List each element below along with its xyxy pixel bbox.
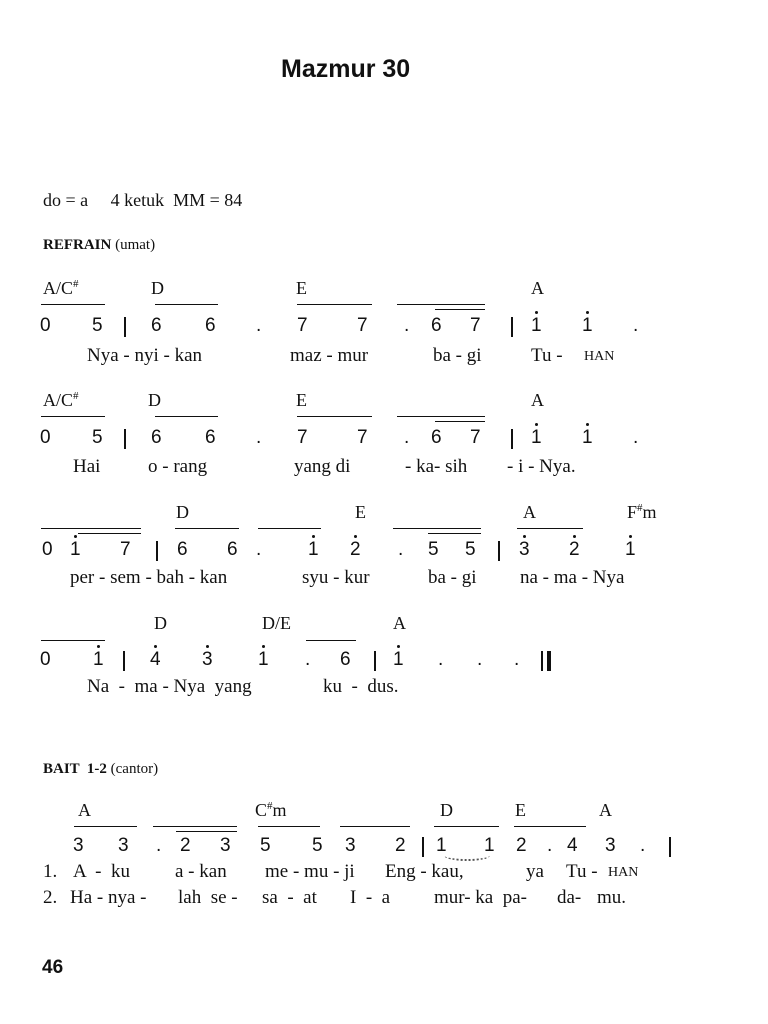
note: 1 bbox=[70, 539, 81, 560]
octave-dot bbox=[97, 645, 100, 648]
lyric: lah se - bbox=[178, 887, 238, 908]
note: . bbox=[514, 649, 520, 670]
chord: A bbox=[599, 800, 612, 820]
lyric: o - rang bbox=[148, 456, 208, 477]
note: 1 bbox=[308, 539, 319, 560]
lyric: I - a bbox=[350, 887, 391, 908]
slur-tie bbox=[444, 850, 490, 861]
beam-line bbox=[434, 826, 499, 827]
beam-line bbox=[514, 826, 586, 827]
lyric: sa - at bbox=[262, 887, 317, 908]
note: 1 bbox=[258, 649, 269, 670]
sharp-sign: # bbox=[267, 800, 273, 812]
note: 5 bbox=[428, 539, 439, 560]
note: 1 bbox=[436, 835, 447, 856]
octave-dot bbox=[586, 311, 589, 314]
note: 6 bbox=[205, 315, 216, 336]
lyric: syu - kur bbox=[302, 567, 370, 588]
lyric: mu. bbox=[597, 887, 627, 908]
beam-line bbox=[153, 826, 237, 827]
page-number: 46 bbox=[42, 957, 64, 978]
note: 7 bbox=[357, 427, 368, 448]
chord bbox=[43, 391, 79, 409]
octave-dot bbox=[535, 423, 538, 426]
note: . bbox=[156, 835, 162, 856]
lyric: na - ma - Nya bbox=[520, 567, 625, 588]
sharp-sign: # bbox=[73, 278, 79, 290]
beam-line bbox=[41, 640, 105, 641]
beam-line bbox=[435, 421, 485, 422]
lyric: 1. bbox=[43, 861, 58, 882]
beam-line bbox=[41, 528, 141, 529]
note: . bbox=[633, 315, 639, 336]
lyric: Ha - nya - bbox=[70, 887, 147, 908]
note: 1 bbox=[531, 427, 542, 448]
note: . bbox=[547, 835, 553, 856]
note: 2 bbox=[350, 539, 361, 560]
beam-line bbox=[435, 309, 485, 310]
note: 1 bbox=[625, 539, 636, 560]
note: . bbox=[404, 315, 410, 336]
beam-line bbox=[175, 528, 239, 529]
bar-line bbox=[156, 541, 158, 561]
note: 5 bbox=[260, 835, 271, 856]
chord: D/E bbox=[262, 613, 291, 633]
note: 6 bbox=[177, 539, 188, 560]
lyric: HAN bbox=[584, 349, 615, 364]
lyric: Nya - nyi - kan bbox=[87, 345, 203, 366]
note: 5 bbox=[92, 315, 103, 336]
note: 0 bbox=[42, 539, 53, 560]
beam-line bbox=[397, 304, 485, 305]
note: 1 bbox=[531, 315, 542, 336]
refrain-heading-rest: (umat) bbox=[111, 237, 156, 253]
note: 1 bbox=[93, 649, 104, 670]
note: 5 bbox=[312, 835, 323, 856]
note: . bbox=[256, 427, 262, 448]
note: 6 bbox=[227, 539, 238, 560]
sharp-sign: # bbox=[73, 390, 79, 402]
chord-label: C bbox=[255, 800, 268, 820]
beam-line bbox=[258, 528, 321, 529]
note: 3 bbox=[519, 539, 530, 560]
chord: E bbox=[355, 502, 366, 522]
lyric: da- bbox=[557, 887, 582, 908]
refrain-heading bbox=[43, 238, 155, 253]
note: 1 bbox=[582, 315, 593, 336]
note: 2 bbox=[516, 835, 527, 856]
note: 7 bbox=[297, 315, 308, 336]
beam-line bbox=[41, 304, 105, 305]
octave-dot bbox=[154, 645, 157, 648]
lyric: Na - ma - Nya yang bbox=[87, 676, 252, 697]
note: . bbox=[256, 315, 262, 336]
beam-line bbox=[41, 416, 105, 417]
chord: A bbox=[531, 390, 544, 410]
lyric: ba - gi bbox=[433, 345, 482, 366]
chord bbox=[627, 503, 657, 521]
bar-line bbox=[498, 541, 500, 561]
note: 5 bbox=[465, 539, 476, 560]
final-bar-line bbox=[541, 651, 543, 671]
note: 3 bbox=[202, 649, 213, 670]
tempo-line: do = a 4 ketuk MM = 84 bbox=[43, 190, 243, 210]
note: 3 bbox=[605, 835, 616, 856]
chord: A bbox=[393, 613, 406, 633]
note: 2 bbox=[395, 835, 406, 856]
lyric: - i - Nya. bbox=[507, 456, 576, 477]
lyric: A - ku bbox=[73, 861, 130, 882]
octave-dot bbox=[74, 535, 77, 538]
note: 0 bbox=[40, 427, 51, 448]
chord: E bbox=[296, 390, 307, 410]
note: 6 bbox=[151, 427, 162, 448]
note: . bbox=[404, 427, 410, 448]
note: 7 bbox=[297, 427, 308, 448]
note: 6 bbox=[431, 427, 442, 448]
note: . bbox=[305, 649, 311, 670]
lyric: yang di bbox=[294, 456, 351, 477]
lyric: ku - dus. bbox=[323, 676, 399, 697]
lyric: a - kan bbox=[175, 861, 227, 882]
note: . bbox=[438, 649, 444, 670]
beam-line bbox=[306, 640, 356, 641]
note: 4 bbox=[150, 649, 161, 670]
bar-line bbox=[511, 317, 513, 337]
refrain-heading-bold: REFRAIN bbox=[43, 237, 112, 253]
note: 3 bbox=[73, 835, 84, 856]
octave-dot bbox=[312, 535, 315, 538]
lyric: me - mu - ji bbox=[265, 861, 355, 882]
beam-line bbox=[397, 416, 485, 417]
octave-dot bbox=[206, 645, 209, 648]
lyric: HAN bbox=[608, 865, 639, 880]
note: 3 bbox=[220, 835, 231, 856]
note: 7 bbox=[470, 427, 481, 448]
sharp-sign: # bbox=[637, 502, 643, 514]
octave-dot bbox=[354, 535, 357, 538]
beam-line bbox=[517, 528, 583, 529]
chord: D bbox=[151, 278, 164, 298]
beam-line bbox=[74, 826, 137, 827]
note: . bbox=[256, 539, 262, 560]
chord: D bbox=[176, 502, 189, 522]
bar-line bbox=[669, 837, 671, 857]
note: 3 bbox=[345, 835, 356, 856]
chord-label: F bbox=[627, 502, 638, 522]
lyric: - ka- sih bbox=[405, 456, 468, 477]
lyric: mur- ka pa- bbox=[434, 887, 527, 908]
chord-label: m bbox=[272, 800, 287, 820]
note: 7 bbox=[470, 315, 481, 336]
chord-label: m bbox=[642, 502, 657, 522]
note: . bbox=[398, 539, 404, 560]
bar-line bbox=[374, 651, 376, 671]
octave-dot bbox=[629, 535, 632, 538]
beam-line bbox=[393, 528, 481, 529]
lyric: ya bbox=[526, 861, 544, 882]
beam-line bbox=[340, 826, 410, 827]
note: 5 bbox=[92, 427, 103, 448]
octave-dot bbox=[397, 645, 400, 648]
note: 1 bbox=[582, 427, 593, 448]
beam-line bbox=[297, 416, 372, 417]
final-bar-line bbox=[547, 651, 551, 671]
note: 0 bbox=[40, 315, 51, 336]
note: 6 bbox=[340, 649, 351, 670]
lyric: ba - gi bbox=[428, 567, 477, 588]
octave-dot bbox=[523, 535, 526, 538]
lyric: 2. bbox=[43, 887, 58, 908]
chord: A bbox=[531, 278, 544, 298]
octave-dot bbox=[586, 423, 589, 426]
octave-dot bbox=[535, 311, 538, 314]
lyric: Eng - kau, bbox=[385, 861, 464, 882]
chord: A bbox=[78, 800, 91, 820]
beam-line bbox=[155, 416, 218, 417]
bar-line bbox=[124, 429, 126, 449]
bait-heading-rest: (cantor) bbox=[106, 761, 159, 777]
chord: E bbox=[515, 800, 526, 820]
octave-dot bbox=[573, 535, 576, 538]
note: 1 bbox=[393, 649, 404, 670]
chord: D bbox=[154, 613, 167, 633]
lyric: Tu - bbox=[531, 345, 563, 366]
bait-heading-bold: BAIT 1-2 bbox=[43, 761, 107, 777]
bar-line bbox=[124, 317, 126, 337]
note: 0 bbox=[40, 649, 51, 670]
beam-line bbox=[428, 533, 481, 534]
note: 2 bbox=[569, 539, 580, 560]
note: . bbox=[640, 835, 646, 856]
bar-line bbox=[422, 837, 424, 857]
chord-label: A/C bbox=[43, 278, 74, 298]
chord: E bbox=[296, 278, 307, 298]
lyric: maz - mur bbox=[290, 345, 369, 366]
beam-line bbox=[155, 304, 218, 305]
chord: A bbox=[523, 502, 536, 522]
beam-line bbox=[297, 304, 372, 305]
octave-dot bbox=[262, 645, 265, 648]
note: . bbox=[633, 427, 639, 448]
beam-line bbox=[78, 533, 141, 534]
note: 6 bbox=[431, 315, 442, 336]
chord bbox=[255, 801, 287, 819]
lyric: Tu - bbox=[566, 861, 598, 882]
chord-label: A/C bbox=[43, 390, 74, 410]
bar-line bbox=[511, 429, 513, 449]
note: 1 bbox=[484, 835, 495, 856]
note: 6 bbox=[151, 315, 162, 336]
note: . bbox=[477, 649, 483, 670]
page-title: Mazmur 30 bbox=[281, 55, 411, 83]
note: 7 bbox=[120, 539, 131, 560]
chord: D bbox=[440, 800, 453, 820]
chord: D bbox=[148, 390, 161, 410]
chord bbox=[43, 279, 79, 297]
lyric: per - sem - bah - kan bbox=[70, 567, 228, 588]
note: 3 bbox=[118, 835, 129, 856]
beam-line bbox=[176, 831, 237, 832]
note: 7 bbox=[357, 315, 368, 336]
bait-heading bbox=[43, 762, 158, 777]
note: 6 bbox=[205, 427, 216, 448]
note: 4 bbox=[567, 835, 578, 856]
bar-line bbox=[123, 651, 125, 671]
beam-line bbox=[258, 826, 320, 827]
lyric: Hai bbox=[73, 456, 101, 477]
note: 2 bbox=[180, 835, 191, 856]
